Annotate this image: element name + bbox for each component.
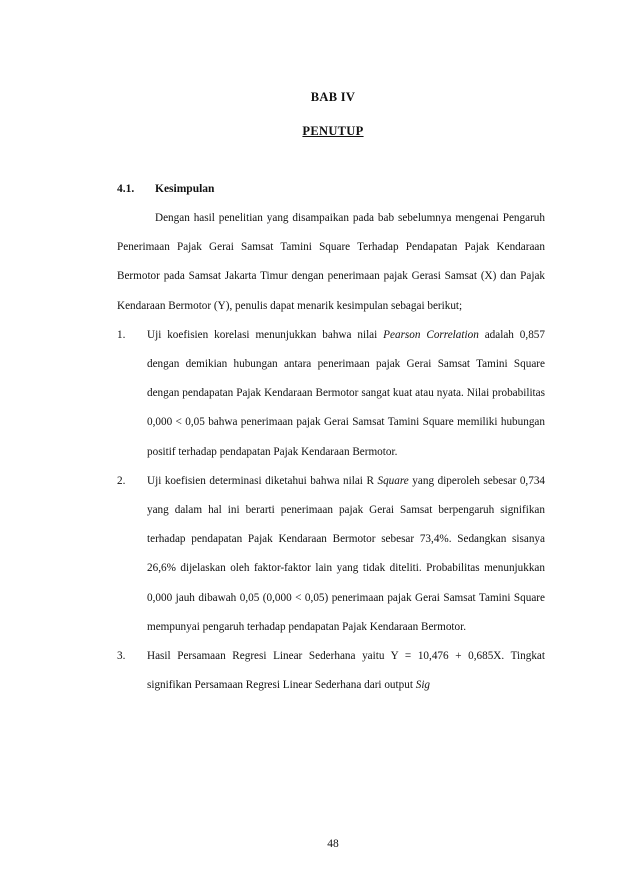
list-item (117, 642, 545, 700)
intro-paragraph: Dengan hasil penelitian yang disampaikan pada bab sebelumnya mengenai Pengaruh Penerimaan Pajak Gerai Samsat Tamini Square Terhadap Pendapatan Pajak Kendaraan Bermotor pada Samsat Jakarta Timur dengan penerimaan pajak Gerasi Samsat (X) dan Pajak Kendaraan Bermotor (Y), penulis dapat menarik kesimpulan sebagai berikut; (117, 212, 545, 312)
list-item-emphasis: Square (377, 474, 409, 487)
list-item (117, 467, 545, 642)
section-heading (117, 183, 214, 195)
list-item-text: yang diperoleh sebesar 0,734 yang dalam hal ini berarti penerimaan pajak Gerai Samsat berpengaruh signifikan terhadap pendapatan Pajak Kendaraan Bermotor sebesar 73,4%. Sedangkan sisanya 26,6% dijelaskan oleh faktor-faktor lain yang tidak diteliti. Probabilitas menunjukkan 0,000 jauh dibawah 0,05 (0,000 < 0,05) penerimaan pajak Gerai Samsat Tamini Square mempunyai pengaruh terhadap pendapatan Pajak Kendaraan Bermotor. (147, 474, 546, 633)
section-number: 4.1. (117, 183, 135, 195)
list-item-text: Hasil Persamaan Regresi Linear Sederhana yaitu Y = 10,476 + 0,685X. Tingkat signifikan Persamaan Regresi Linear Sederhana dari output (147, 650, 545, 692)
conclusion-list (117, 321, 545, 701)
list-item-emphasis: Pearson Correlation (383, 328, 479, 341)
list-item (117, 321, 545, 467)
list-item-number: 1. (117, 328, 126, 341)
list-item-number: 3. (117, 650, 126, 663)
chapter-heading: BAB IV (310, 90, 356, 104)
page-number: 48 (327, 838, 339, 850)
list-item-text: Uji koefisien korelasi menunjukkan bahwa nilai (147, 328, 384, 341)
list-item-text: Uji koefisien determinasi diketahui bahwa nilai R (147, 474, 378, 487)
list-item-number: 2. (117, 474, 126, 487)
list-item-emphasis: Sig (415, 679, 431, 692)
list-item-text: adalah 0,857 dengan demikian hubungan antara penerimaan pajak Gerai Samsat Tamini Square dengan pendapatan Pajak Kendaraan Bermotor sangat kuat atau nyata. Nilai probabilitas 0,000 < 0,05 bahwa penerimaan pajak Gerai Samsat Tamini Square memiliki hubungan positif terhadap pendapatan Pajak Kendaraan Bermotor. (147, 328, 545, 458)
section-title: Kesimpulan (155, 183, 215, 195)
body-text (117, 204, 545, 700)
chapter-title: PENUTUP (302, 124, 364, 138)
